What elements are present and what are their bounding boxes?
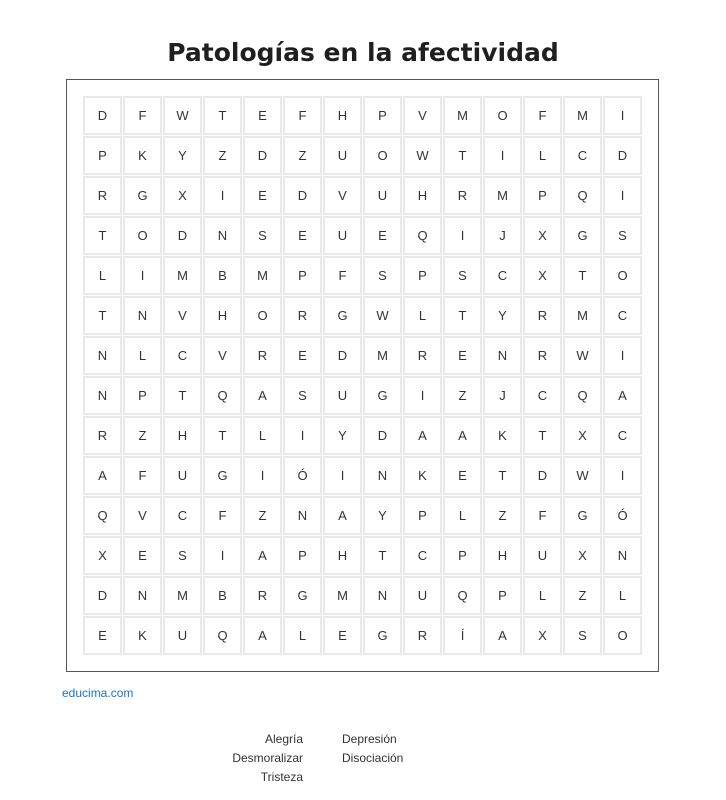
grid-cell[interactable]: H <box>163 416 202 455</box>
grid-cell[interactable]: I <box>603 176 642 215</box>
grid-cell[interactable]: M <box>363 336 402 375</box>
grid-cell[interactable]: E <box>243 96 282 135</box>
grid-cell[interactable]: O <box>603 256 642 295</box>
grid-cell[interactable]: Z <box>563 576 602 615</box>
grid-cell[interactable]: E <box>283 216 322 255</box>
grid-cell[interactable]: F <box>523 496 562 535</box>
grid-cell[interactable]: I <box>603 456 642 495</box>
grid-cell[interactable]: I <box>483 136 522 175</box>
grid-cell[interactable]: G <box>123 176 162 215</box>
grid-cell[interactable]: A <box>243 376 282 415</box>
grid-cell[interactable]: L <box>123 336 162 375</box>
grid-cell[interactable]: S <box>443 256 482 295</box>
grid-cell[interactable]: Ó <box>603 496 642 535</box>
grid-cell[interactable]: H <box>323 96 362 135</box>
grid-cell[interactable]: A <box>443 416 482 455</box>
grid-cell[interactable]: L <box>443 496 482 535</box>
grid-cell[interactable]: E <box>323 616 362 655</box>
grid-cell[interactable]: O <box>363 136 402 175</box>
grid-cell[interactable]: P <box>483 576 522 615</box>
grid-cell[interactable]: V <box>163 296 202 335</box>
grid-cell[interactable]: T <box>443 296 482 335</box>
grid-cell[interactable]: N <box>363 456 402 495</box>
grid-cell[interactable]: S <box>563 616 602 655</box>
grid-cell[interactable]: P <box>363 96 402 135</box>
grid-cell[interactable]: R <box>443 176 482 215</box>
grid-cell[interactable]: Q <box>203 616 242 655</box>
grid-cell[interactable]: M <box>563 296 602 335</box>
grid-cell[interactable]: P <box>403 256 442 295</box>
grid-cell[interactable]: A <box>323 496 362 535</box>
grid-cell[interactable]: U <box>363 176 402 215</box>
grid-cell[interactable]: N <box>83 336 122 375</box>
grid-cell[interactable]: U <box>323 216 362 255</box>
grid-cell[interactable]: D <box>323 336 362 375</box>
source-link[interactable]: educima.com <box>62 686 134 700</box>
grid-cell[interactable]: D <box>163 216 202 255</box>
grid-cell[interactable]: N <box>83 376 122 415</box>
grid-cell[interactable]: E <box>123 536 162 575</box>
grid-cell[interactable]: I <box>283 416 322 455</box>
grid-cell[interactable]: N <box>123 576 162 615</box>
grid-cell[interactable]: C <box>603 296 642 335</box>
grid-cell[interactable]: I <box>403 376 442 415</box>
grid-cell[interactable]: A <box>83 456 122 495</box>
grid-cell[interactable]: I <box>243 456 282 495</box>
grid-cell[interactable]: L <box>523 576 562 615</box>
grid-cell[interactable]: E <box>283 336 322 375</box>
grid-cell[interactable]: M <box>243 256 282 295</box>
grid-cell[interactable]: G <box>283 576 322 615</box>
grid-cell[interactable]: T <box>163 376 202 415</box>
grid-cell[interactable]: D <box>243 136 282 175</box>
grid-cell[interactable]: F <box>523 96 562 135</box>
grid-cell[interactable]: X <box>163 176 202 215</box>
grid-cell[interactable]: R <box>283 296 322 335</box>
grid-cell[interactable]: O <box>483 96 522 135</box>
grid-cell[interactable]: W <box>363 296 402 335</box>
grid-cell[interactable]: G <box>563 496 602 535</box>
grid-cell[interactable]: Q <box>83 496 122 535</box>
grid-cell[interactable]: P <box>283 536 322 575</box>
grid-cell[interactable]: R <box>523 296 562 335</box>
grid-cell[interactable]: A <box>603 376 642 415</box>
grid-cell[interactable]: M <box>323 576 362 615</box>
grid-cell[interactable]: I <box>203 536 242 575</box>
grid-cell[interactable]: T <box>83 216 122 255</box>
grid-cell[interactable]: U <box>523 536 562 575</box>
word-list-item: Tristeza <box>260 770 303 784</box>
grid-cell[interactable]: Ó <box>283 456 322 495</box>
grid-cell[interactable]: F <box>123 96 162 135</box>
grid-cell[interactable]: F <box>283 96 322 135</box>
grid-cell[interactable]: N <box>363 576 402 615</box>
grid-cell[interactable]: T <box>363 536 402 575</box>
grid-cell[interactable]: J <box>483 376 522 415</box>
grid-cell[interactable]: X <box>83 536 122 575</box>
grid-cell[interactable]: H <box>483 536 522 575</box>
grid-cell[interactable]: P <box>283 256 322 295</box>
grid-cell[interactable]: E <box>83 616 122 655</box>
grid-cell[interactable]: W <box>563 336 602 375</box>
grid-cell[interactable]: E <box>243 176 282 215</box>
grid-cell[interactable]: C <box>523 376 562 415</box>
grid-cell[interactable]: X <box>563 536 602 575</box>
grid-cell[interactable]: U <box>163 456 202 495</box>
grid-cell[interactable]: M <box>443 96 482 135</box>
grid-cell[interactable]: W <box>403 136 442 175</box>
grid-cell[interactable]: Z <box>483 496 522 535</box>
grid-cell[interactable]: B <box>203 576 242 615</box>
grid-cell[interactable]: L <box>243 416 282 455</box>
grid-cell[interactable]: E <box>363 216 402 255</box>
grid-cell[interactable]: O <box>243 296 282 335</box>
letter-grid <box>83 96 642 655</box>
grid-cell[interactable]: P <box>523 176 562 215</box>
grid-cell[interactable]: Z <box>203 136 242 175</box>
grid-cell[interactable]: M <box>483 176 522 215</box>
grid-cell[interactable]: S <box>243 216 282 255</box>
grid-cell[interactable]: V <box>403 96 442 135</box>
word-list-item: Depresión <box>342 732 397 746</box>
grid-cell[interactable]: P <box>403 496 442 535</box>
grid-cell[interactable]: O <box>123 216 162 255</box>
grid-cell[interactable]: V <box>123 496 162 535</box>
grid-cell[interactable]: T <box>443 136 482 175</box>
grid-cell[interactable]: O <box>603 616 642 655</box>
grid-cell[interactable]: D <box>283 176 322 215</box>
grid-cell[interactable]: Y <box>323 416 362 455</box>
page-title: Patologías en la afectividad <box>167 38 559 67</box>
grid-cell[interactable]: T <box>563 256 602 295</box>
grid-cell[interactable]: Y <box>363 496 402 535</box>
grid-cell[interactable]: X <box>563 416 602 455</box>
grid-cell[interactable]: H <box>403 176 442 215</box>
grid-cell[interactable]: Q <box>563 176 602 215</box>
grid-cell[interactable]: C <box>403 536 442 575</box>
grid-cell[interactable]: T <box>83 296 122 335</box>
grid-cell[interactable]: R <box>83 176 122 215</box>
grid-cell[interactable]: R <box>403 336 442 375</box>
grid-cell[interactable]: N <box>203 216 242 255</box>
grid-cell[interactable]: H <box>203 296 242 335</box>
grid-cell[interactable]: S <box>163 536 202 575</box>
grid-cell[interactable]: F <box>203 496 242 535</box>
grid-cell[interactable]: R <box>243 576 282 615</box>
grid-cell[interactable]: I <box>323 456 362 495</box>
grid-cell[interactable]: F <box>123 456 162 495</box>
grid-cell[interactable]: Y <box>163 136 202 175</box>
grid-cell[interactable]: K <box>483 416 522 455</box>
grid-cell[interactable]: C <box>163 336 202 375</box>
grid-cell[interactable]: L <box>403 296 442 335</box>
grid-cell[interactable]: C <box>483 256 522 295</box>
grid-cell[interactable]: D <box>83 96 122 135</box>
word-list-item: Desmoralizar <box>232 751 303 765</box>
grid-cell[interactable]: I <box>203 176 242 215</box>
grid-cell[interactable]: G <box>363 376 402 415</box>
grid-cell[interactable]: R <box>403 616 442 655</box>
grid-cell[interactable]: R <box>83 416 122 455</box>
grid-cell[interactable]: R <box>523 336 562 375</box>
grid-cell[interactable]: E <box>443 456 482 495</box>
grid-cell[interactable]: P <box>123 376 162 415</box>
grid-cell[interactable]: B <box>203 256 242 295</box>
grid-cell[interactable]: C <box>163 496 202 535</box>
grid-cell[interactable]: P <box>443 536 482 575</box>
grid-cell[interactable]: U <box>323 376 362 415</box>
grid-cell[interactable]: E <box>443 336 482 375</box>
grid-cell[interactable]: N <box>283 496 322 535</box>
grid-cell[interactable]: W <box>563 456 602 495</box>
grid-cell[interactable]: Z <box>443 376 482 415</box>
grid-cell[interactable]: F <box>323 256 362 295</box>
word-search-board <box>66 79 659 672</box>
grid-cell[interactable]: L <box>523 136 562 175</box>
grid-cell[interactable]: N <box>483 336 522 375</box>
grid-cell[interactable]: V <box>203 336 242 375</box>
grid-cell[interactable]: Q <box>443 576 482 615</box>
grid-cell[interactable]: A <box>243 536 282 575</box>
grid-cell[interactable]: I <box>603 96 642 135</box>
grid-cell[interactable]: S <box>603 216 642 255</box>
grid-cell[interactable]: N <box>603 536 642 575</box>
grid-cell[interactable]: T <box>523 416 562 455</box>
grid-cell[interactable]: U <box>163 616 202 655</box>
grid-cell[interactable]: T <box>483 456 522 495</box>
grid-cell[interactable]: G <box>323 296 362 335</box>
grid-cell[interactable]: I <box>603 336 642 375</box>
grid-cell[interactable]: T <box>203 96 242 135</box>
grid-cell[interactable]: J <box>483 216 522 255</box>
grid-cell[interactable]: D <box>523 456 562 495</box>
grid-cell[interactable]: X <box>523 256 562 295</box>
grid-cell[interactable]: L <box>603 576 642 615</box>
grid-cell[interactable]: L <box>83 256 122 295</box>
grid-cell[interactable]: S <box>363 256 402 295</box>
grid-cell[interactable]: I <box>443 216 482 255</box>
grid-cell[interactable]: Z <box>123 416 162 455</box>
grid-cell[interactable]: Q <box>563 376 602 415</box>
grid-cell[interactable]: U <box>403 576 442 615</box>
grid-cell[interactable]: A <box>243 616 282 655</box>
grid-cell[interactable]: R <box>243 336 282 375</box>
grid-cell[interactable]: G <box>363 616 402 655</box>
grid-cell[interactable]: Q <box>203 376 242 415</box>
word-list-item: Disociación <box>342 751 404 765</box>
grid-cell[interactable]: W <box>163 96 202 135</box>
grid-cell[interactable]: M <box>163 576 202 615</box>
grid-cell[interactable]: M <box>563 96 602 135</box>
grid-cell[interactable]: G <box>203 456 242 495</box>
grid-cell[interactable]: C <box>563 136 602 175</box>
grid-cell[interactable]: Z <box>283 136 322 175</box>
grid-cell[interactable]: X <box>523 216 562 255</box>
grid-cell[interactable]: I <box>123 256 162 295</box>
grid-cell[interactable]: C <box>603 416 642 455</box>
grid-cell[interactable]: T <box>203 416 242 455</box>
grid-cell[interactable]: G <box>563 216 602 255</box>
grid-cell[interactable]: U <box>323 136 362 175</box>
grid-cell[interactable]: P <box>83 136 122 175</box>
grid-cell[interactable]: Q <box>403 216 442 255</box>
grid-cell[interactable]: M <box>163 256 202 295</box>
grid-cell[interactable]: K <box>123 136 162 175</box>
grid-cell[interactable]: S <box>283 376 322 415</box>
grid-cell[interactable]: D <box>363 416 402 455</box>
grid-cell[interactable]: V <box>323 176 362 215</box>
word-list-item: Alegría <box>264 732 303 746</box>
grid-cell[interactable]: D <box>603 136 642 175</box>
grid-cell[interactable]: D <box>83 576 122 615</box>
grid-cell[interactable]: Y <box>483 296 522 335</box>
grid-cell[interactable]: N <box>123 296 162 335</box>
grid-cell[interactable]: K <box>123 616 162 655</box>
grid-cell[interactable]: L <box>283 616 322 655</box>
grid-cell[interactable]: K <box>403 456 442 495</box>
grid-cell[interactable]: A <box>483 616 522 655</box>
grid-cell[interactable]: Z <box>243 496 282 535</box>
grid-cell[interactable]: A <box>403 416 442 455</box>
grid-cell[interactable]: H <box>323 536 362 575</box>
grid-cell[interactable]: X <box>523 616 562 655</box>
grid-cell[interactable]: Í <box>443 616 482 655</box>
